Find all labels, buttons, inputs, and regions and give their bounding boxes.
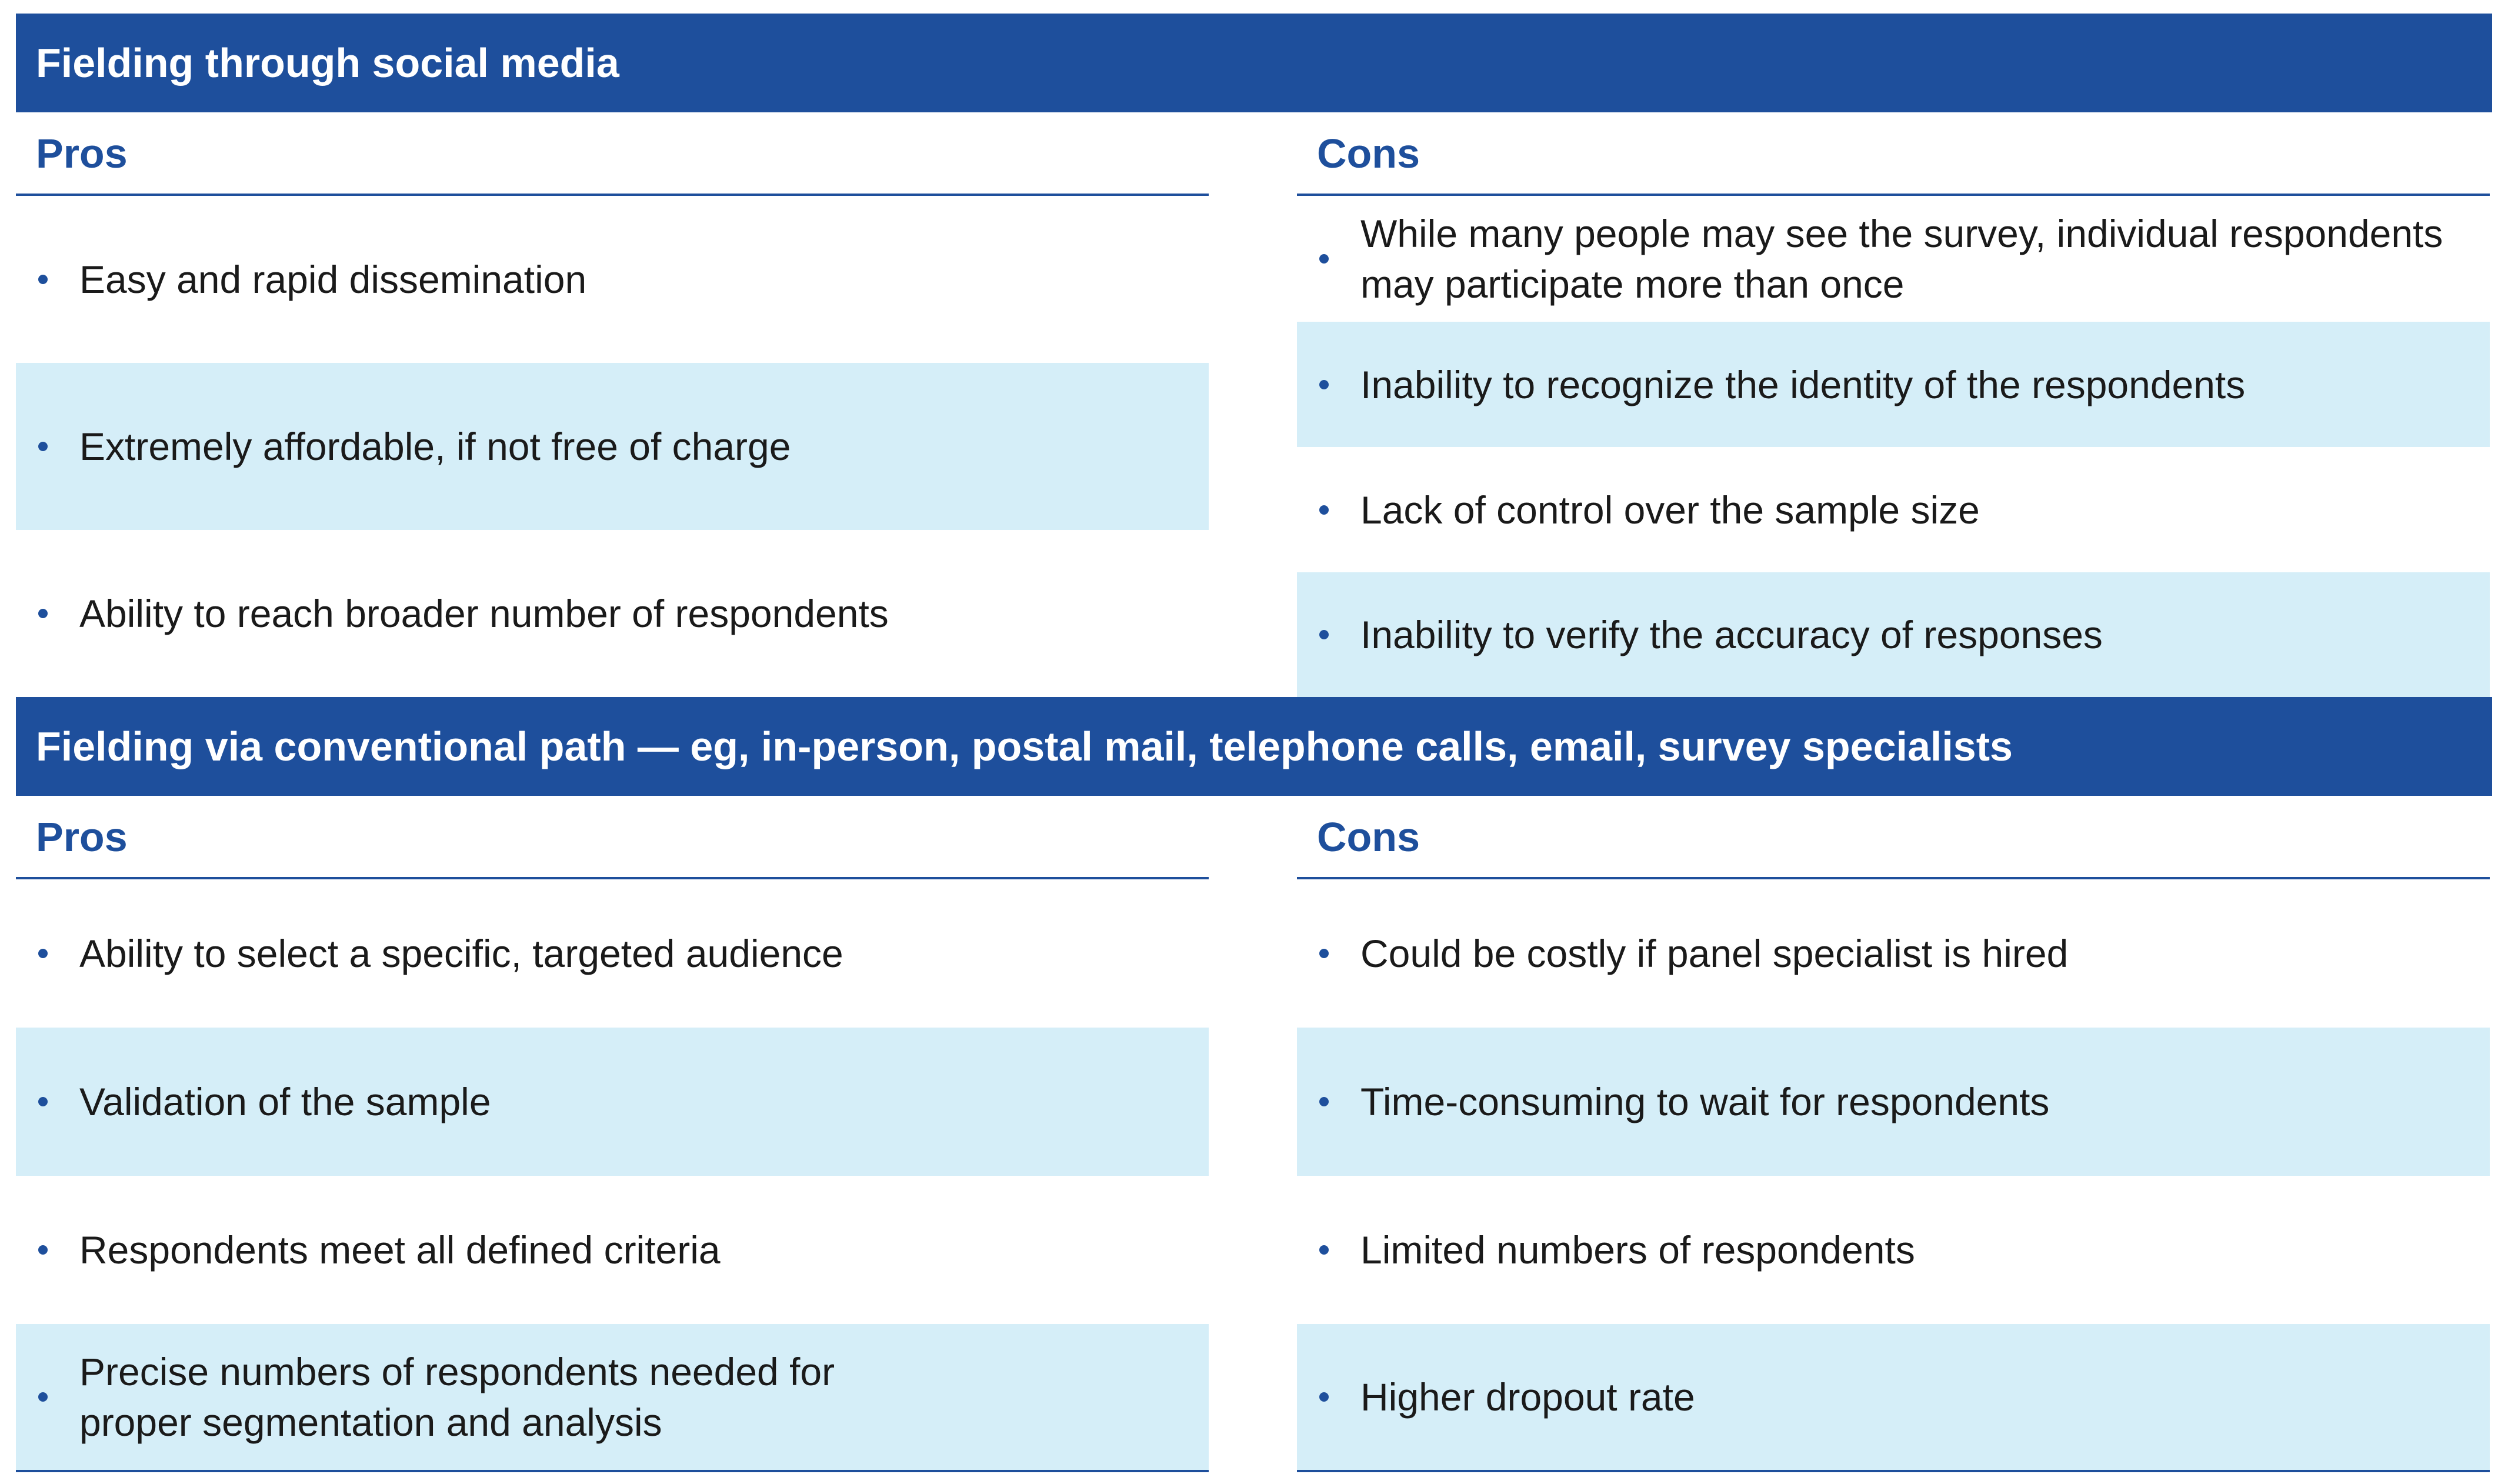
item-text: Ability to select a specific, targeted audience bbox=[79, 932, 843, 975]
bullet-icon bbox=[38, 442, 48, 451]
section-social-media bbox=[16, 14, 2492, 697]
item-text: Easy and rapid dissemination bbox=[79, 258, 587, 301]
list-item bbox=[1297, 196, 2490, 322]
bullet-icon bbox=[1319, 630, 1329, 639]
item-text: Validation of the sample bbox=[79, 1080, 491, 1123]
item-text: Limited numbers of respondents bbox=[1360, 1228, 1915, 1272]
item-text: While many people may see the survey, individual respondents may participate more than once bbox=[1360, 212, 2443, 306]
list-item bbox=[1297, 322, 2490, 447]
cons-heading: Cons bbox=[1297, 112, 2490, 196]
item-text: Lack of control over the sample size bbox=[1360, 488, 1980, 532]
section-title: Fielding through social media bbox=[16, 14, 2492, 112]
bullet-icon bbox=[38, 1245, 48, 1255]
item-text: Higher dropout rate bbox=[1360, 1375, 1695, 1419]
pros-column bbox=[16, 796, 1209, 1472]
item-text: Could be costly if panel specialist is hired bbox=[1360, 932, 2069, 975]
pros-heading: Pros bbox=[16, 112, 1209, 196]
item-text: Precise numbers of respondents needed for proper segmentation and analysis bbox=[79, 1350, 835, 1444]
cons-heading: Cons bbox=[1297, 796, 2490, 879]
list-item bbox=[1297, 1176, 2490, 1324]
bullet-icon bbox=[38, 1097, 48, 1106]
list-item bbox=[16, 879, 1209, 1028]
cons-column bbox=[1297, 112, 2490, 697]
bullet-icon bbox=[1319, 254, 1329, 264]
list-item bbox=[16, 1028, 1209, 1176]
item-text: Time-consuming to wait for respondents bbox=[1360, 1080, 2050, 1123]
bullet-icon bbox=[1319, 1392, 1329, 1402]
list-item bbox=[16, 530, 1209, 697]
list-item bbox=[16, 1324, 1209, 1472]
bullet-icon bbox=[1319, 1097, 1329, 1106]
list-item bbox=[1297, 1324, 2490, 1472]
item-text: Extremely affordable, if not free of charge bbox=[79, 425, 791, 468]
bullet-icon bbox=[38, 949, 48, 958]
item-text: Ability to reach broader number of respondents bbox=[79, 592, 889, 635]
item-text: Inability to verify the accuracy of responses bbox=[1360, 613, 2103, 656]
list-item bbox=[1297, 572, 2490, 697]
list-item bbox=[16, 1176, 1209, 1324]
section-conventional-path bbox=[16, 697, 2492, 1472]
bullet-icon bbox=[1319, 380, 1329, 389]
section-title: Fielding via conventional path — eg, in-person, postal mail, telephone calls, email, survey specialists bbox=[16, 697, 2492, 796]
bullet-icon bbox=[1319, 949, 1329, 958]
bullet-icon bbox=[38, 275, 48, 284]
bullet-icon bbox=[38, 609, 48, 618]
bullet-icon bbox=[38, 1392, 48, 1402]
list-item bbox=[1297, 879, 2490, 1028]
item-text: Inability to recognize the identity of the respondents bbox=[1360, 362, 2246, 406]
pros-heading: Pros bbox=[16, 796, 1209, 879]
pros-column bbox=[16, 112, 1209, 697]
list-item bbox=[1297, 1028, 2490, 1176]
bullet-icon bbox=[1319, 1245, 1329, 1255]
list-item bbox=[1297, 447, 2490, 572]
cons-column bbox=[1297, 796, 2490, 1472]
bullet-icon bbox=[1319, 505, 1329, 515]
item-text: Respondents meet all defined criteria bbox=[79, 1228, 721, 1272]
list-item bbox=[16, 196, 1209, 363]
list-item bbox=[16, 363, 1209, 530]
